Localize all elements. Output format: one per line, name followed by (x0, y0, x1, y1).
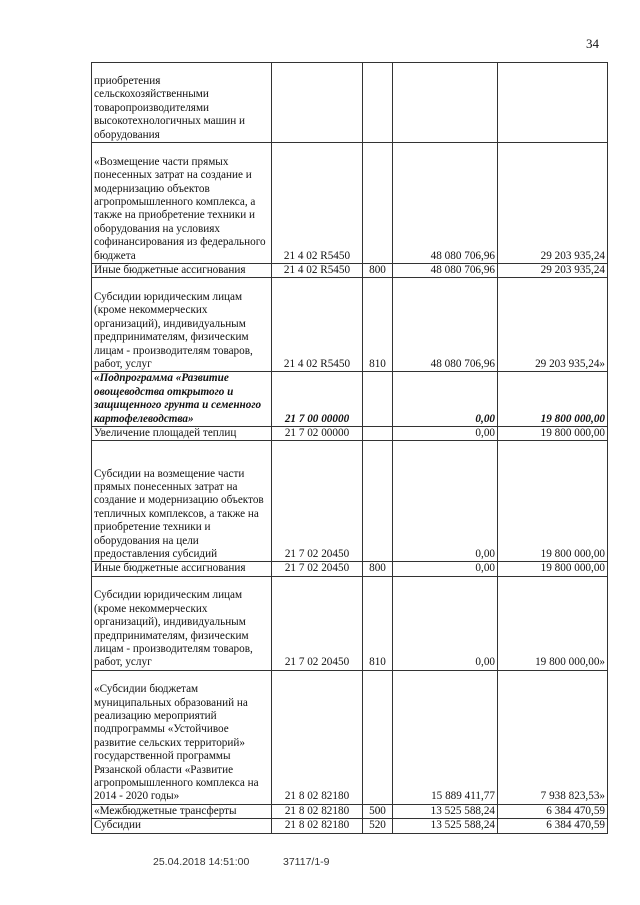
table-row (92, 576, 608, 670)
table-row (92, 441, 608, 562)
row-code-cell: 21 7 00 00000 (272, 372, 363, 427)
row-amount-2018-cell: 0,00 (393, 441, 498, 562)
table-row (92, 562, 608, 576)
row-amount-2019-cell: 19 800 000,00» (498, 576, 608, 670)
row-amount-2018-cell: 15 889 411,77 (393, 670, 498, 804)
row-amount-2019-cell: 19 800 000,00 (498, 427, 608, 441)
table-row (92, 63, 608, 143)
table-row (92, 804, 608, 818)
row-amount-2018-cell: 0,00 (393, 576, 498, 670)
row-code-cell: 21 8 02 82180 (272, 819, 363, 833)
table-row (92, 670, 608, 804)
row-code-cell: 21 4 02 R5450 (272, 143, 363, 264)
row-name-cell: приобретения сельскохозяйственными товаропроизводителями высокотехнологичных машин и оборудования (92, 63, 272, 143)
row-kvr-cell: 800 (363, 562, 393, 576)
table-row (92, 819, 608, 833)
row-kvr-cell (363, 372, 393, 427)
row-amount-2019-cell: 19 800 000,00 (498, 562, 608, 576)
row-amount-2019-cell: 29 203 935,24 (498, 264, 608, 278)
row-amount-2018-cell: 0,00 (393, 427, 498, 441)
row-kvr-cell (363, 670, 393, 804)
row-amount-2019-cell: 29 203 935,24» (498, 278, 608, 372)
table-row (92, 372, 608, 427)
table-row (92, 278, 608, 372)
footer-doc-id: 37117/1-9 (283, 856, 330, 868)
row-name-cell: Субсидии юридическим лицам (кроме некоммерческих организаций), индивидуальным предпринимателям, физическим лицам - производителям товаров, работ, услуг (92, 576, 272, 670)
row-amount-2019-cell: 29 203 935,24 (498, 143, 608, 264)
row-code-cell: 21 7 02 20450 (272, 576, 363, 670)
row-name-cell: Субсидии (92, 819, 272, 833)
row-amount-2018-cell: 48 080 706,96 (393, 278, 498, 372)
row-name-cell: Иные бюджетные ассигнования (92, 562, 272, 576)
row-kvr-cell (363, 441, 393, 562)
row-code-cell (272, 63, 363, 143)
row-kvr-cell: 800 (363, 264, 393, 278)
table-row (92, 143, 608, 264)
row-amount-2019-cell: 6 384 470,59 (498, 804, 608, 818)
page-number: 34 (586, 36, 599, 51)
row-amount-2018-cell: 0,00 (393, 562, 498, 576)
row-kvr-cell: 500 (363, 804, 393, 818)
row-name-cell: Увеличение площадей теплиц (92, 427, 272, 441)
row-kvr-cell (363, 427, 393, 441)
row-name-cell: «Возмещение части прямых понесенных затрат на создание и модернизацию объектов агропромышленного комплекса, а также на приобретение техники и оборудования на условиях софинансирования из федерального бюджета (92, 143, 272, 264)
row-kvr-cell (363, 143, 393, 264)
row-name-cell: «Субсидии бюджетам муниципальных образований на реализацию мероприятий подпрограммы «Устойчивое развитие сельских территорий» государственной программы Рязанской области «Развитие агропромышленного комплекса на 2014 - 2020 годы» (92, 670, 272, 804)
budget-table-body (92, 63, 608, 834)
row-name-cell: Субсидии юридическим лицам (кроме некоммерческих организаций), индивидуальным предпринимателям, физическим лицам - производителям товаров, работ, услуг (92, 278, 272, 372)
row-kvr-cell: 810 (363, 576, 393, 670)
row-amount-2019-cell: 19 800 000,00 (498, 441, 608, 562)
row-name-cell: Субсидии на возмещение части прямых понесенных затрат на создание и модернизацию объектов тепличных комплексов, а также на приобретение техники и оборудования на цели предоставления субсидий (92, 441, 272, 562)
row-amount-2019-cell (498, 63, 608, 143)
row-amount-2018-cell: 13 525 588,24 (393, 819, 498, 833)
row-code-cell: 21 4 02 R5450 (272, 264, 363, 278)
budget-table (91, 62, 608, 834)
row-kvr-cell: 810 (363, 278, 393, 372)
row-name-cell: «Межбюджетные трансферты (92, 804, 272, 818)
row-kvr-cell (363, 63, 393, 143)
row-code-cell: 21 7 02 00000 (272, 427, 363, 441)
row-code-cell: 21 4 02 R5450 (272, 278, 363, 372)
row-amount-2019-cell: 19 800 000,00 (498, 372, 608, 427)
row-kvr-cell: 520 (363, 819, 393, 833)
row-code-cell: 21 8 02 82180 (272, 670, 363, 804)
row-name-cell: «Подпрограмма «Развитие овощеводства открытого и защищенного грунта и семенного картофелеводства» (92, 372, 272, 427)
table-row (92, 427, 608, 441)
row-amount-2018-cell: 13 525 588,24 (393, 804, 498, 818)
row-code-cell: 21 7 02 20450 (272, 562, 363, 576)
row-amount-2018-cell (393, 63, 498, 143)
row-amount-2019-cell: 7 938 823,53» (498, 670, 608, 804)
table-row (92, 264, 608, 278)
footer-datetime: 25.04.2018 14:51:00 (153, 856, 250, 868)
row-code-cell: 21 8 02 82180 (272, 804, 363, 818)
row-amount-2018-cell: 0,00 (393, 372, 498, 427)
row-name-cell: Иные бюджетные ассигнования (92, 264, 272, 278)
row-amount-2018-cell: 48 080 706,96 (393, 264, 498, 278)
row-code-cell: 21 7 02 20450 (272, 441, 363, 562)
row-amount-2019-cell: 6 384 470,59 (498, 819, 608, 833)
row-amount-2018-cell: 48 080 706,96 (393, 143, 498, 264)
